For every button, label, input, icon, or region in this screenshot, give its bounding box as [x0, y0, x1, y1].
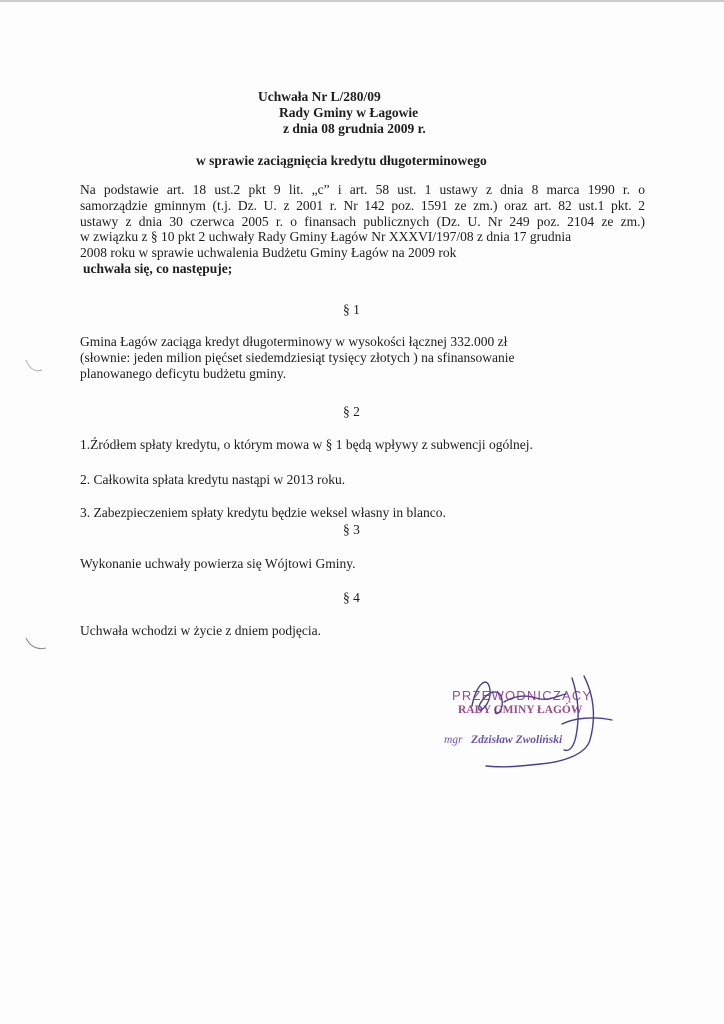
preamble-line: ustawy z dnia 30 czerwca 2005 r. o finansach publicznych (Dz. U. Nr 249 poz. 2104 ze zm.): [80, 213, 645, 229]
council-name: Rady Gminy w Łagowie: [279, 105, 419, 120]
stamp-name-prefix: mgr: [444, 734, 463, 746]
stamp-title: PRZEWODNICZĄCY: [452, 688, 593, 703]
preamble-closing: uchwała się, co następuje;: [83, 260, 233, 276]
section-2-item-2: 2. Całkowita spłata kredytu nastąpi w 2013 roku.: [80, 472, 346, 487]
section-1-line: (słownie: jeden milion pięćset siedemdziesiąt tysięcy złotych ) na sfinansowanie: [80, 349, 515, 365]
scan-margin-mark: [24, 636, 48, 652]
scan-top-edge: [0, 0, 724, 2]
resolution-number: Uchwała Nr L/280/09: [258, 89, 381, 104]
section-3-text: Wykonanie uchwały powierza się Wójtowi Gminy.: [80, 556, 356, 571]
resolution-date: z dnia 08 grudnia 2009 r.: [283, 121, 426, 136]
section-2-mark: § 2: [343, 404, 360, 419]
section-2-item-3: 3. Zabezpieczeniem spłaty kredytu będzie weksel własny in blanco.: [80, 505, 446, 520]
resolution-subject: w sprawie zaciągnięcia kredytu długoterminowego: [196, 153, 487, 168]
section-1-line: Gmina Łagów zaciąga kredyt długoterminowy w wysokości łącznej 332.000 zł: [80, 334, 508, 349]
preamble: [80, 182, 645, 277]
section-4-text: Uchwała wchodzi w życie z dniem podjęcia.: [80, 623, 322, 638]
stamp-council: RADY GMINY ŁAGÓW: [458, 704, 583, 716]
preamble-line: 2008 roku w sprawie uchwalenia Budżetu Gminy Łagów na 2009 rok: [80, 245, 457, 261]
section-1-body: [80, 334, 645, 381]
preamble-line: Na podstawie art. 18 ust.2 pkt 9 lit. „c” i art. 58 ust. 1 ustawy z dnia 8 marca 1990 r. o: [80, 182, 645, 197]
scan-margin-mark: [24, 358, 44, 374]
stamp-name-value: Zdzisław Zwoliński: [471, 734, 563, 746]
section-4-mark: § 4: [343, 590, 360, 605]
section-2-item-1: 1.Źródłem spłaty kredytu, o którym mowa w § 1 będą wpływy z subwencji ogólnej.: [80, 437, 533, 452]
handwritten-signature: [444, 666, 644, 776]
preamble-line: w związku z § 10 pkt 2 uchwały Rady Gminy Łagów Nr XXXVI/197/08 z dnia 17 grudnia: [80, 229, 572, 245]
section-1-line: planowanego deficytu budżetu gminy.: [80, 365, 287, 381]
section-1-mark: § 1: [343, 302, 360, 317]
preamble-line: samorządzie gminnym (t.j. Dz. U. z 2001 r. Nr 142 poz. 1591 ze zm.) oraz art. 82 ust.1 pkt. 2: [80, 197, 645, 213]
section-3-mark: § 3: [343, 522, 360, 537]
